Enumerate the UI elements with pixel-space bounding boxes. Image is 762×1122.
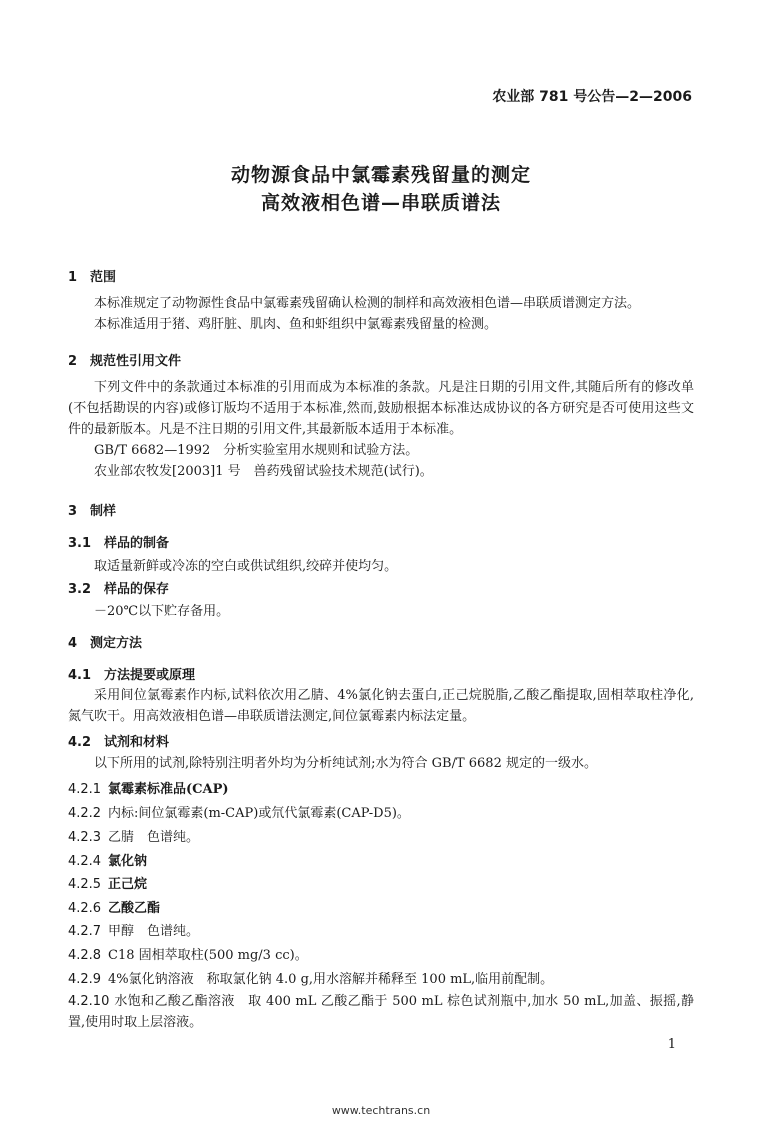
- subsection-4-1-heading: 4.1 方法提要或原理: [68, 668, 196, 683]
- list-item: 4.2.6 乙酸乙酯: [68, 901, 161, 916]
- subsection-3-2-heading: 3.2 样品的保存: [68, 582, 170, 597]
- section-number: 1: [68, 270, 78, 285]
- footer-url: www.techtrans.cn: [331, 1104, 431, 1117]
- paragraph: 本标准适用于猪、鸡肝脏、肌肉、鱼和虾组织中氯霉素残留量的检测。: [94, 317, 498, 332]
- list-item: 4.2.7 甲醇 色谱纯。: [68, 924, 200, 939]
- list-item: 4.2.8 C18 固相萃取柱(500 mg/3 cc)。: [68, 948, 308, 963]
- section-3-heading: [68, 500, 116, 519]
- list-item: 4.2.9 4%氯化钠溶液 称取氯化钠 4.0 g,用水溶解并稀释至 100 mL,临用前配制。: [68, 972, 554, 987]
- page-number: 1: [667, 1037, 676, 1052]
- subsection-3-2-text: －20℃以下贮存备用。: [94, 604, 230, 619]
- list-item: 4.2.2 内标:间位氯霉素(m-CAP)或氘代氯霉素(CAP-D5)。: [68, 806, 410, 821]
- section-title: 制样: [90, 504, 117, 519]
- reference-2: 农业部农牧发[2003]1 号 兽药残留试验技术规范(试行)。: [94, 464, 433, 479]
- paragraph: 下列文件中的条款通过本标准的引用而成为本标准的条款。凡是注日期的引用文件,其随后所有的修改单(不包括勘误的内容)或修订版均不适用于本标准,然而,鼓励根据本标准达成协议的各方研究是否可使用这些文件的最新版本。凡是不注日期的引用文件,其最新版本适用于本标准。: [68, 380, 694, 437]
- subsection-4-1-text: 采用间位氯霉素作内标,试料依次用乙腈、4%氯化钠去蛋白,正己烷脱脂,乙酸乙酯提取,固相萃取柱净化,氮气吹干。用高效液相色谱—串联质谱法测定,间位氯霉素内标法定量。: [68, 688, 694, 724]
- subsection-4-2-text: 以下所用的试剂,除特别注明者外均为分析纯试剂;水为符合 GB/T 6682 规定的一级水。: [94, 756, 597, 771]
- subsection-3-1-text: 取适量新鲜或冷冻的空白或供试组织,绞碎并使均匀。: [94, 559, 398, 574]
- reference-1: GB/T 6682—1992 分析实验室用水规则和试验方法。: [94, 443, 419, 458]
- subsection-4-2-heading: 4.2 试剂和材料: [68, 735, 170, 750]
- subsection-3-1-heading: 3.1 样品的制备: [68, 536, 170, 551]
- section-4-heading: [68, 632, 142, 651]
- section-title: 范围: [90, 270, 117, 285]
- doc-title-line2: 高效液相色谱—串联质谱法: [260, 192, 501, 214]
- section-number: 4: [68, 636, 78, 651]
- list-item: 4.2.4 氯化钠: [68, 854, 148, 869]
- section-title: 规范性引用文件: [90, 354, 182, 369]
- section-1-body: [68, 293, 694, 335]
- list-item: 4.2.10 水饱和乙酸乙酯溶液 取 400 mL 乙酸乙酯于 500 mL 棕色试剂瓶中,加水 50 mL,加盖、振摇,静置,使用时取上层溶液。: [68, 994, 694, 1030]
- paragraph: 本标准规定了动物源性食品中氯霉素残留确认检测的制样和高效液相色谱—串联质谱测定方法。: [94, 296, 641, 311]
- standard-code: 农业部 781 号公告—2—2006: [492, 89, 692, 105]
- section-title: 测定方法: [90, 636, 143, 651]
- doc-title-line1: 动物源食品中氯霉素残留量的测定: [230, 164, 531, 186]
- section-number: 3: [68, 504, 78, 519]
- list-item: 4.2.3 乙腈 色谱纯。: [68, 830, 200, 845]
- list-item: 4.2.1 氯霉素标准品(CAP): [68, 782, 229, 797]
- list-item: 4.2.5 正己烷: [68, 877, 148, 892]
- section-1-heading: [68, 266, 116, 285]
- section-2-body: [68, 377, 694, 482]
- section-2-heading: [68, 350, 181, 369]
- section-number: 2: [68, 354, 78, 369]
